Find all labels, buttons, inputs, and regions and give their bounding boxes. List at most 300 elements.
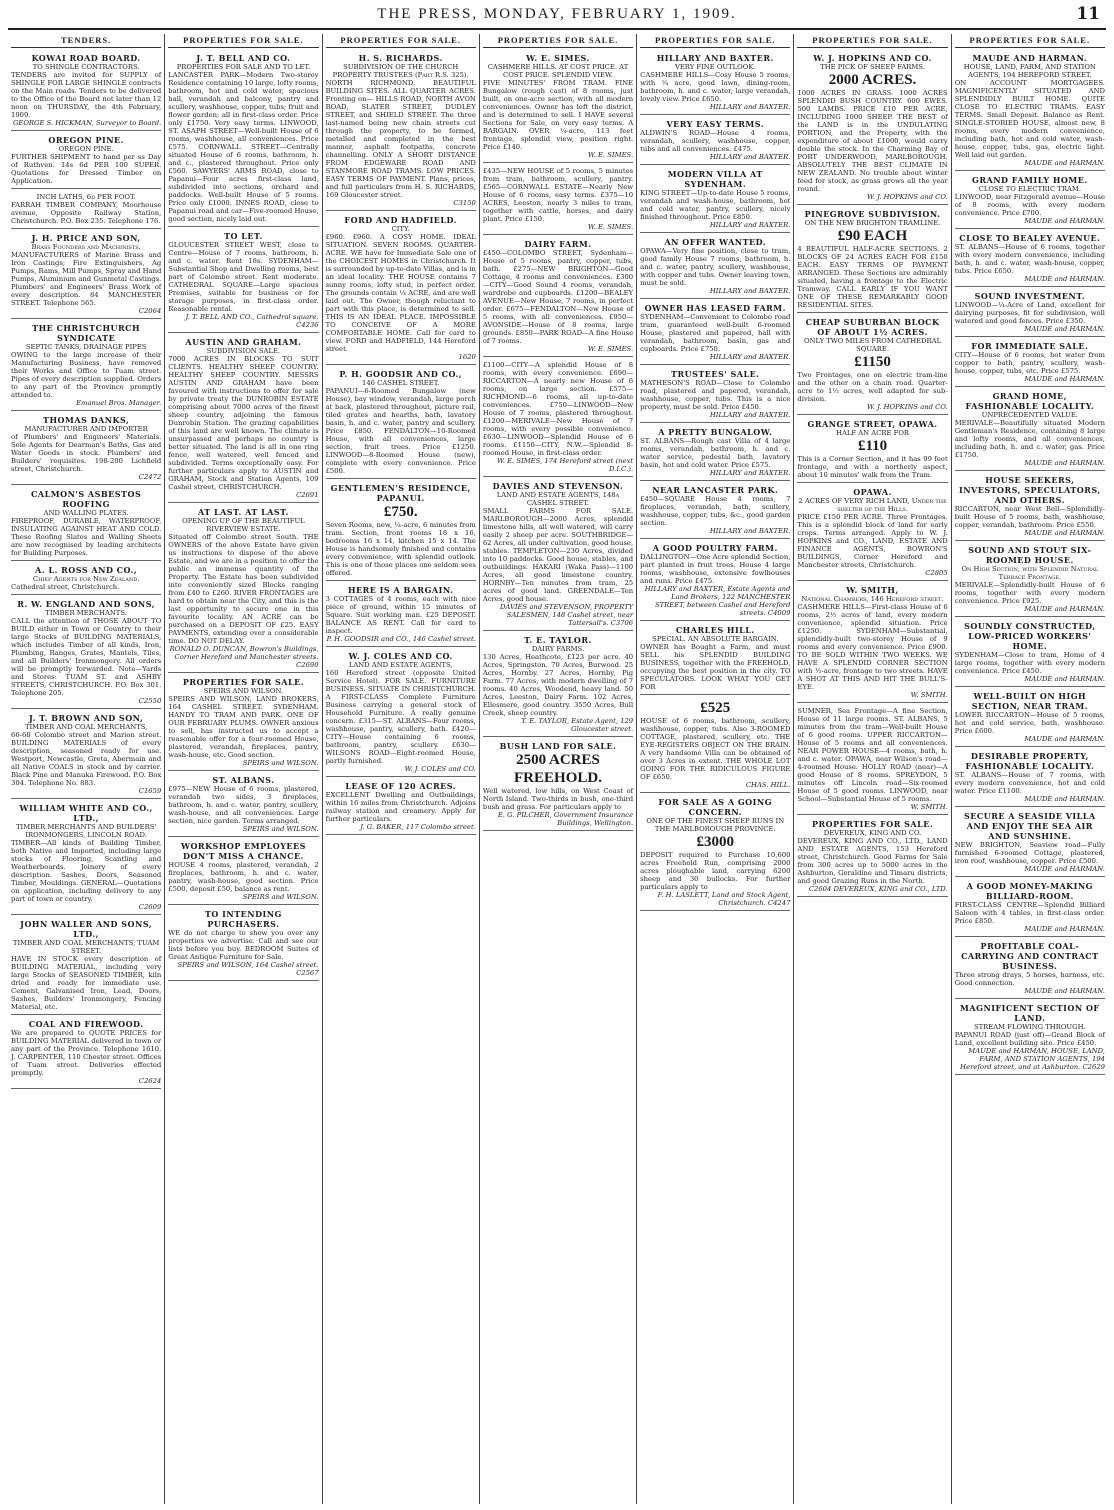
ad-body: MATHESON'S ROAD—Close to Colombo road, plastered and papered, verandah, washhouse, copper, tubs. This is a nice property, must be sold. Price £450. — [640, 379, 791, 411]
ad-signature: SPEIRS and WILSON. — [242, 825, 319, 833]
ad-title: PROPERTIES FOR SALE. — [182, 677, 305, 687]
ad-body: FIVE MINUTES' FROM TRAM. FINE Bungalow (rough cast) of 8 rooms, just built, on one-acre section, with all modern conveniences. Owner has left the district, and is determined to sell. I HAVE several Sections for Sale, on very easy terms. A BARGAIN. OVER ¼-acre, 113 feet frontage, splendid view, position right. Price £140. — [482, 79, 634, 151]
ad-subtitle: TIMBER MERCHANTS. — [45, 609, 127, 617]
advertisement — [483, 739, 633, 831]
advertisement — [797, 817, 947, 897]
ad-title: AUSTIN AND GRAHAM. — [185, 337, 302, 347]
ad-title: H. S. RICHARDS. — [358, 53, 443, 63]
advertisement — [11, 413, 161, 485]
ad-body: Cathedral street, Christchurch. — [11, 583, 120, 591]
advertisement — [955, 879, 1105, 937]
ad-body: Two Frontages, one on electric tram-line and the other on a chain road. Quarter-acre to 1½ acres, well adapted for sub-division. — [797, 371, 948, 403]
advertisement — [168, 505, 318, 673]
ad-body: DEPOSIT required to Purchase 10,600 acres Freehold Run, comprising 2000 acres ploughable land, carrying 6200 sheep and 30 bullocks. For further particulars apply to — [640, 851, 791, 891]
advertisement — [640, 425, 790, 481]
ad-subtitle: TIMBER AND COAL MERCHANTS, — [24, 723, 148, 731]
ad-signature: F. H. LASLETT, Land and Stock Agent, Christchurch. C4247 — [657, 891, 791, 907]
ad-body: We are prepared to QUOTE PRICES for BUILDING MATERIAL delivered in town or any part of the Province. Telephone 1610. J. CARPENTER, 110 Chester street. Offices of Tuam street. Deliveries effected promptly. — [11, 1029, 162, 1077]
ad-title: OPAWA. — [853, 487, 892, 497]
ad-signature: W. J. COLES and CO. — [404, 765, 476, 773]
ad-title: AT LAST. AT LAST. — [197, 507, 289, 517]
ad-subtitle: SPECIAL. AN ABSOLUTE BARGAIN. — [652, 635, 779, 643]
advertisement — [640, 117, 790, 165]
ad-title: PROFITABLE COAL-CARRYING AND CONTRACT BUSINESS. — [961, 941, 1099, 971]
advertisement — [955, 473, 1105, 541]
ad-body: LOWER RICCARTON—House of 5 rooms, hot and cold service, bath, washhouse. Price £600. — [954, 711, 1105, 735]
masthead-rule — [8, 28, 1106, 30]
ad-body: HAVE IN STOCK every description of BUILDING MATERIAL, including very large Stocks of SEASONED TIMBER, kiln dried and ready for immediate use. Cement, Galvanised Iron, Lead, Doors, Sashes, Builders' Ironmongery, Fencing Material, etc. — [11, 955, 162, 1011]
ad-title: J. T. BELL AND CO. — [196, 53, 291, 63]
ad-body: 7000 ACRES IN BLOCKS TO SUIT CLIENTS. HEALTHY SHEEP COUNTRY. HEALTHY SHEEP COUNTRY. MESSRS AUSTIN AND GRAHAM have been favoured with instructions to offer for sale by private treaty the DUNROBIN ESTATE comprising about 7000 acres of the finest sheep country, adjoining the famous Dunrobin Station. The grazing capabilities of this land are well known. The climate is unsurpassed and perhaps no country is better situated. The land is all in one ring fence, well watered, well fenced and subdivided. Terms exceptionally easy. For further particulars apply to AUSTIN and GRAHAM, Stock and Station Agents, 109 Cashel street, CHRISTCHURCH. — [168, 355, 319, 491]
ad-signature: DAVIES and STEVENSON, PROPERTY SALESMEN, 148 Cashel street, near Tattersall's. C3706 — [499, 603, 634, 627]
ad-signature: W. J. HOPKINS and CO. — [866, 403, 948, 411]
ad-signature: C3150 — [453, 199, 476, 207]
ad-body: SYDENHAM—Convenient to Colombo road tram, guaranteed well-built 6-roomed House, plastered and papered, hall with verandah, bathroom, basin, gas and cupboards. Price £750. — [640, 313, 791, 353]
ad-body: £1100—CITY—A splendid House of 8 rooms, with every convenience. £690—RICCARTON—A nearly new House of 6 rooms, on large section. £575—RICHMOND—6 rooms, all up-to-date conveniences. £750—LINWOOD—New House of 7 rooms, plastered throughout. £1200—MERIVALE—New House of 7 rooms, with every possible convenience. £630—LINWOOD—Splendid House of 6 rooms. £1150—CITY, N.W.—Splendid 8-roomed House, in first-class order. — [482, 361, 634, 457]
ad-title: CALMON'S ASBESTOS ROOFING — [31, 489, 142, 509]
ad-body: CASHMERE HILLS—First-class House of 6 rooms, 2½ acres of land, every modern convenience, splendid situation. Price £1250. SYDENHAM—Substantial, splendidly-built two-storey House of 9 rooms and every convenience. Price £900. TO BE SOLD WITHIN TWO WEEKS. WE HAVE A SPLENDID CORNER SECTION with ½-acre, frontage to two streets. HAVE A SHOT AT THIS AND HIT THE BULL'S-EYE. — [797, 603, 948, 691]
column-heading: PROPERTIES FOR SALE. — [640, 34, 790, 48]
ad-signature: W. E. SIMES. — [587, 223, 634, 231]
ad-title: HERE IS A BARGAIN. — [347, 585, 454, 595]
ad-title: CHEAP SUBURBAN BLOCK OF ABOUT 1½ ACRES. — [805, 317, 940, 337]
ad-signature: C2604 DEVEREUX, KING and CO., LTD. — [808, 885, 948, 893]
ad-title: A GOOD POULTRY FARM. — [652, 543, 778, 553]
ad-title: J. T. BROWN AND SON, — [29, 713, 144, 723]
ad-subtitle: CLOSE TO ELECTRIC TRAM. — [978, 185, 1081, 193]
ad-title: HOUSE SEEKERS, INVESTORS, SPECULATORS, AND OTHERS. — [958, 475, 1101, 505]
advertisement — [483, 479, 633, 631]
ad-title: W. J. HOPKINS AND CO. — [813, 53, 932, 63]
advertisement — [955, 749, 1105, 807]
ad-title: MAUDE AND HARMAN. — [972, 53, 1088, 63]
ad-subtitle: TO SHINGLE CONTRACTORS. — [32, 63, 140, 71]
column-heading: TENDERS. — [11, 34, 161, 48]
ad-body: HOUSE of 6 rooms, bathroom, scullery, washhouse, copper, tubs. Also 3-ROOMED COTTAGE, plastered, scullery, etc. THE EYE-REGISTERS OBJECT ON THE BRAIN. A very handsome Villa can be obtained of over 3 Acres in extent. THE WHOLE LOT GOING FOR THE RIDICULOUS FIGURE OF £650. — [640, 717, 791, 781]
page-number: 11 — [1076, 4, 1100, 24]
ad-body: PRICE £150 PER ACRE. Three Frontages. This is a splendid block of land for early crops. Terms arranged. Apply to W. J. HOPKINS and CO., LAND, ESTATE AND FINANCE AGENTS, BOWRON'S BUILDINGS, Corner Hereford and Manchester streets, Christchurch. — [797, 513, 948, 569]
ad-title: SOUND INVESTMENT. — [974, 291, 1085, 301]
ad-body: FARRAH TIMBER COMPANY, Moorhouse avenue, Opposite Railway Station, Christchurch. P.O. Box 235. Telephone 176. — [11, 201, 162, 225]
ad-subtitle: SUBDIVISION SALE. — [206, 347, 281, 355]
ad-subtitle: AND WALLING PLATES. — [43, 509, 129, 517]
column-heading: PROPERTIES FOR SALE. — [955, 34, 1105, 48]
ad-body: ST. ALBANS—House of 7 rooms, with every modern convenience, hot and cold water. Price £1100. — [954, 771, 1105, 795]
column-7 — [951, 34, 1108, 1504]
ad-title: W. SMITH, — [846, 585, 899, 595]
advertisement — [797, 315, 947, 415]
ad-body: HOUSE 4 rooms, plastered, verandah, 2 fireplaces, bathroom, h. and c. water, pantry, wash-house, good section. Price £500, deposit £50, balance as rent. — [168, 861, 319, 893]
ad-body: TIMBER—All kinds of Building Timber, both Native and Imported, including large stocks of Flooring, Scantling and Weatherboards. Joinery of every description. Sashes, Doors, Seasoned Timber, Mouldings. GENERAL—Quotations on application, including delivery to any part of town or country. — [11, 839, 162, 903]
ad-body: £960. £960. A COSY HOME. IDEAL SITUATION. SEVEN ROOMS. QUARTER-ACRE. WE have for Immediate Sale one of the CHOICEST HOMES in Christchurch. It is surrounded by up-to-date Villas, and is in an ideal locality. THE HOUSE contains 7 sunny rooms, lofty stud, in perfect order. The grounds contain ¼ ACRE, and are well laid out. The Owner, though reluctant to part with this place, is determined to sell. THIS IS AN IDEAL PLACE. IMPOSSIBLE TO CONCEIVE OF A MORE COMFORTABLE HOME. Call for card to view. FORD and HADFIELD, 144 Hereford street. — [325, 233, 476, 353]
advertisement — [955, 51, 1105, 171]
ad-title: MAGNIFICENT SECTION OF LAND. — [960, 1003, 1100, 1023]
ad-signature: HILLARY and BAXTER. — [709, 469, 791, 477]
advertisement — [640, 51, 790, 115]
ad-title: TO LET. — [224, 231, 263, 241]
ad-body: WE do not charge to show you over any properties we advertise. Call and see our lists before you buy. BEDROOM Suites of Great Antique Furniture for Sale. — [168, 929, 319, 961]
ad-subtitle: 146 CASHEL STREET. — [362, 379, 440, 387]
ad-body: RICCARTON, near West Bell—Splendidly-built House of 5 rooms, bath, washhouse, copper, verandah, bathroom. Price £550. — [954, 505, 1105, 529]
ad-title: BUSH LAND FOR SALE. — [499, 741, 617, 751]
ad-title: R. W. ENGLAND AND SONS, — [17, 599, 155, 609]
ad-subtitle: OPENING UP OF THE BEAUTIFUL RIVERVIEW ESTATE. — [182, 517, 305, 533]
advertisement — [11, 597, 161, 709]
ad-title: W. E. SIMES. — [526, 53, 590, 63]
advertisement — [168, 675, 318, 771]
ad-title: SECURE A SEASIDE VILLA AND ENJOY THE SEA AIR AND SUNSHINE. — [964, 811, 1096, 841]
ad-body: ON ACCOUNT MORTGAGEES. MAGNIFICENTLY SITUATED AND SPLENDIDLY BUILT HOME. QUITE CLOSE TO ELECTRIC TRAMS. EASY TERMS. Small Deposit. Balance as Rent. SINGLE-STORIED HOUSE, almost new, 8 rooms, every modern convenience, including bath, hot and cold water, wash-house, copper, tubs, gas, electric light. Well laid out garden. — [954, 79, 1105, 159]
column-3 — [322, 34, 479, 1504]
advertisement — [640, 795, 790, 911]
ad-subtitle: CASHMERE HILLS. AT COST PRICE. AT COST PRICE. SPLENDID VIEW. — [487, 63, 629, 79]
ad-body: SMALL FARMS FOR SALE. MARLBOROUGH—2000 Acres, splendid limestone hills, all well watered, will carry easily 2 sheep per acre. SOUTHBRIDGE—62 Acres, all under cultivation, good house, stables. TEMPLETON—230 Acres, divided into 10 paddocks. Good house, stables, and outbuildings. HAKARI (Waka Pass)—1100 Acres, all good limestone country. HORNBY—Ten minutes from tram, 25 acres of good land. GREENDALE—Ten Acres, good house. — [482, 507, 634, 603]
advertisement — [168, 839, 318, 905]
ad-signature: MAUDE and HARMAN. — [1024, 605, 1105, 613]
ad-price: £1150 — [854, 354, 891, 370]
ad-signature: C2472 — [138, 473, 162, 481]
masthead — [0, 0, 1114, 28]
advertisement — [483, 633, 633, 737]
advertisement — [640, 483, 790, 539]
ad-signature: MAUDE and HARMAN. — [1024, 925, 1105, 933]
ad-signature: J. G. BAKER, 117 Colombo street. — [360, 823, 476, 831]
ad-title: JOHN WALLER AND SONS, LTD., — [20, 919, 153, 939]
ad-signature: SPEIRS and WILSON. — [242, 893, 319, 901]
advertisement — [326, 779, 476, 835]
advertisement — [955, 809, 1105, 877]
advertisement — [797, 705, 947, 815]
ad-signature: E. G. PILCHER, Government Insurance Buildings, Wellington. — [497, 811, 634, 827]
ad-title: PROPERTIES FOR SALE. — [811, 819, 934, 829]
ad-price: £110 — [857, 438, 888, 454]
advertisement — [640, 697, 790, 793]
advertisement — [11, 51, 161, 131]
column-heading: PROPERTIES FOR SALE. — [483, 34, 633, 48]
advertisement — [640, 235, 790, 299]
ad-title: P. H. GOODSIR AND CO., — [339, 369, 463, 379]
ad-body: DALLINGTON—One Acre splendid Section, part planted in fruit trees. House 4 large rooms, washhouse, extensive fowlhouses and runs. Price £475. — [640, 553, 791, 585]
ad-body: £450—COLOMBO STREET, Sydenham—House of 5 rooms, pantry, copper, tubs, bath. £275—NEW BRIGHTON—Good Cottage, 4 rooms and conveniences. £300—CITY—Good Sound 4 rooms, verandah, wardrobe and cupboards. £1200—BEALEY AVENUE—New House, 7 rooms, in perfect order. £675—FENDALTON—New House of 5 rooms, with all conveniences. £950—AVONSIDE—House of 8 rooms, large grounds. £850—PARK ROAD—A fine House of 7 rooms. — [482, 249, 634, 345]
ad-subtitle: HOUSE, LAND, FARM, AND STATION AGENTS, 194 HEREFORD STREET. — [963, 63, 1096, 79]
ad-title: FOR IMMEDIATE SALE. — [971, 341, 1089, 351]
ad-subtitle: DAIRY FARMS. — [531, 645, 585, 653]
ad-subtitle: PROPERTIES FOR SALE AND TO LET. — [176, 63, 311, 71]
ad-body: £975—NEW House of 6 rooms, plastered, verandah two sides, 3 fireplaces, bathroom, h. and c. water, pantry, scullery, wash-house, and all conveniences. Large section, nice garden. Terms arranged. — [168, 785, 319, 825]
ad-subtitle: National Chambers, 146 Hereford street. — [801, 595, 944, 603]
ad-signature: C2624 — [138, 1077, 162, 1085]
ad-subtitle: ON THE NEW BRIGHTON TRAMLINE. — [804, 219, 941, 227]
ad-body: MERIVALE—Beautifully situated Modern Gentleman's Residence, containing 8 large and lofty rooms, and all conveniences, including bath, h. and c. water, gas. Price £1750. — [954, 419, 1105, 459]
ad-title: TO INTENDING PURCHASERS. — [204, 909, 282, 929]
ad-title: HILLARY AND BAXTER. — [656, 53, 774, 63]
ad-title: DESIRABLE PROPERTY, FASHIONABLE LOCALITY. — [965, 751, 1095, 771]
advertisement — [640, 367, 790, 423]
ad-signature: C2691 — [296, 491, 319, 499]
advertisement — [11, 917, 161, 1015]
advertisement — [955, 231, 1105, 287]
ad-signature: CHAS. HILL. — [745, 781, 791, 789]
ad-body: KING STREET—Up-to-date House 5 rooms, verandah and wash-house, bathroom, hot and cold water, pantry, scullery, nicely finished throughout. Price £850. — [640, 189, 791, 221]
column-2 — [164, 34, 321, 1504]
advertisement — [797, 583, 947, 703]
ad-body: OPAWA—Very fine position, close to tram, good family House 7 rooms, bathroom, h. and c. water, pantry, scullery, washhouse, with copper and tubs. Owner leaving town, must be sold. — [640, 247, 791, 287]
advertisement — [483, 359, 633, 477]
advertisement — [11, 563, 161, 595]
ad-signature: HILLARY and BAXTER, Estate Agents and Land Brokers, 122 MANCHESTER STREET, between Cashel and Hereford streets. C4009 — [644, 585, 791, 617]
column-1 — [8, 34, 164, 1504]
ad-body: This is a Corner Section, and it has 99 feet frontage, and with a northerly aspect, about 10 minutes' walk from the Tram. — [797, 455, 948, 479]
advertisement — [483, 51, 633, 163]
ad-signature: C1659 — [138, 787, 162, 795]
ad-signature: 1620 — [458, 353, 476, 361]
advertisement — [326, 583, 476, 647]
advertisement — [955, 543, 1105, 617]
advertisement — [11, 801, 161, 915]
ad-signature: MAUDE and HARMAN. — [1024, 217, 1105, 225]
ad-body: FIRST-CLASS CENTRE—Splendid Billiard Saloon with 4 tables, in first-class order. Price £850. — [954, 901, 1105, 925]
ad-subtitle: LAND AND ESTATE AGENTS, 148a CASHEL STREET. — [496, 491, 620, 507]
ad-signature: MAUDE and HARMAN. — [1024, 275, 1105, 283]
ad-title: CHARLES HILL. — [675, 625, 755, 635]
column-heading: PROPERTIES FOR SALE. — [797, 34, 947, 48]
ad-body: OWNER has Bought a Farm, and must SELL his SPLENDID BUILDING BUSINESS, together with the FREEHOLD, occupying the best position in the city. TO SPECULATORS. LOOK WHAT YOU GET FOR — [640, 643, 791, 691]
ad-signature: C2609 — [138, 903, 162, 911]
ad-title: J. H. PRICE AND SON, — [31, 233, 141, 243]
ad-signature: MAUDE and HARMAN. — [1024, 987, 1105, 995]
ad-signature: HILLARY and BAXTER. — [709, 527, 791, 535]
ad-body: LANCASTER PARK—Modern Two-storey Residence containing 10 large, lofty rooms, bathroom, hot and cold water, spacious hall, verandah and balcony, pantry and scullery, washhouse, copper, tubs; fruit and flower garden; all in first-class order. Price only £1750. Very easy terms. LINWOOD, ST. ASAPH STREET—Well-built House of 6 rooms, washhouse, all conveniences. Price £575. CORNWALL STREET—Centrally situated House of 6 rooms, bathroom, h. and c., plastered throughout. Price only £560. SAWYERS' ARMS ROAD, close to Papanui—Four acres first-class land, subdivided into sections, orchard and paddocks. Well-built House of 5 rooms. Price only £1000. INNES ROAD, close to Papanui road and car—Five-roomed House, good section, nicely laid out. — [168, 71, 319, 223]
advertisement — [11, 321, 161, 411]
ad-body: DEVEREUX, KING AND CO., LTD., LAND AND ESTATE AGENTS, 153 Hereford street, Christchurch. Good Farms for Sale from 300 acres up to 5000 acres in the Ashburton, Geraldine and Timaru districts, and good Grazing Runs in the North. — [797, 837, 948, 885]
ad-signature: C2550 — [138, 697, 162, 705]
ad-title: PINEGROVE SUBDIVISION. — [804, 209, 941, 219]
advertisement — [797, 417, 947, 483]
ad-signature: HILLARY and BAXTER. — [709, 103, 791, 111]
advertisement — [11, 133, 161, 189]
ad-signature: MAUDE and HARMAN. — [1024, 675, 1105, 683]
ad-body: 160 Hereford street (opposite United Service Hotel). FOR SALE. FURNITURE BUSINESS. SITUATE IN CHRISTCHURCH. A FIRST-CLASS Complete Furniture Business carrying a general stock of Household Furniture. A really genuine concern. £315—ST. ALBANS—Four rooms, washhouse, pantry, scullery, bath. £420—CITY—House containing 6 rooms, bathroom, pantry, scullery. £630—WILSONS ROAD—Eight-roomed House, partly furnished. — [325, 669, 476, 765]
ad-body: MANUFACTURERS of Marine Brass and Iron Castings; Fire Extinguishers, Ag Pumps, Rams, Mill Pumps, Spray and Hand Pumps, Aluminium and Gunmetal Castings. Plumbers' and Engineers' Brass Work of every description. 84 MANCHESTER STREET. Telephone 565. — [11, 251, 162, 307]
ad-body: Situated off Colombo street South. THE OWNERS of the above Estate have given us instructions to dispose of the above Estate, and we are in a position to offer the public an immense quantity of the Property. The Estate has been subdivided into conveniently sized Blocks ranging from £40 to £260. RIVER FRONTAGES are hard to obtain near the City, and this is the last opportunity to secure one in this favourite locality. AN ACRE can be purchased on a DEPOSIT OF £25. EASY PAYMENTS, extending over a considerable time. DO NOT DELAY. — [168, 533, 319, 645]
advertisement — [11, 1017, 161, 1089]
ad-title: OWNER HAS LEASED FARM. — [644, 303, 786, 313]
ad-signature: W. E. SIMES. — [587, 151, 634, 159]
ad-title: FOR SALE AS A GOING CONCERN. — [658, 797, 773, 817]
ad-signature: J. T. BELL AND CO., Cathedral square. C4236 — [185, 313, 319, 329]
ad-body: 130 Acres, Heathcote, £123 per acre. 40 Acres, Springston. 70 Acres, Burwood. 25 Acres, Hornby. 27 Acres, Hornby, Pig Farm. 77 Acres, with modern dwelling of 7 rooms. 40 Acres, Woodend, heavy land. 50 Acres, Leeston, Dairy Farm. 102 Acres, Ellesmere, good country. 3550 Acres, Bull Creek, sheep country. — [482, 653, 634, 717]
ad-body: £450—SQUARE House 4 rooms, 7 fireplaces, verandah, bath, scullery, washhouse, copper, tubs, &c., good garden section. — [640, 495, 791, 527]
ad-price: £90 EACH — [837, 228, 908, 244]
ad-body: LINWOOD—¼-Acre of Land, excellent for dairying purposes, fit for subdivision, well watered and good fences. Price £350. — [954, 301, 1105, 325]
advertisement — [326, 367, 476, 479]
advertisement — [955, 689, 1105, 747]
advertisement — [955, 173, 1105, 229]
ad-signature: HILLARY and BAXTER. — [709, 353, 791, 361]
advertisement — [326, 213, 476, 365]
ad-subtitle: CITY. — [391, 225, 410, 233]
column-4 — [479, 34, 636, 1504]
ad-subtitle: ONLY TWO MILES FROM CATHEDRAL SQUARE. — [803, 337, 942, 353]
ad-signature: W. SMITH. — [910, 691, 948, 699]
advertisement — [955, 939, 1105, 999]
ad-title: WILLIAM WHITE AND CO., LTD., — [19, 803, 153, 823]
advertisement — [640, 301, 790, 365]
advertisement — [797, 51, 947, 205]
ad-signature: RONALD O. DUNCAN, Bowron's Buildings, Corner Hereford and Manchester streets. C2690 — [169, 645, 319, 669]
ad-body: GLOUCESTER STREET WEST, close to Centre—House of 7 rooms, bathroom, h. and c. water. Rent 18s. SYDENHAM—Substantial Shop and Dwelling rooms, best part of Colombo street. Rent moderate. CATHEDRAL SQUARE—Large spacious Premises, suitable for business or for storage purposes, in first-class order. Reasonable rental. — [168, 241, 319, 313]
newspaper-title: THE PRESS, MONDAY, FEBRUARY 1, 1909. — [377, 6, 737, 22]
ad-body: SYDENHAM—Close to tram, Home of 4 large rooms, together with every modern convenience. Price £450. — [954, 651, 1105, 675]
ad-signature: HILLARY and BAXTER. — [709, 411, 791, 419]
ad-body: ST. ALBANS—House of 6 rooms, together with every modern convenience, including bath, h. and c. water, wash-house, copper, tubs. Price £650. — [954, 243, 1105, 275]
ad-subtitle: INCH LATHS, 6d PER FOOT. — [36, 193, 136, 201]
ad-subtitle: THE PICK OF SHEEP FARMS. — [820, 63, 925, 71]
ad-title: DAIRY FARM. — [524, 239, 592, 249]
ad-title: GRAND FAMILY HOME. — [972, 175, 1088, 185]
advertisement — [483, 165, 633, 235]
ad-subtitle: ONE OF THE FINEST SHEEP RUNS IN THE MARLBOROUGH PROVINCE. — [646, 817, 785, 833]
advertisement — [640, 623, 790, 695]
ad-body: MERIVALE—Splendidly-built House of 6 rooms, together with every modern convenience. Price £925. — [954, 581, 1105, 605]
advertisement — [640, 541, 790, 621]
ad-subtitle: OREGON PINE. — [58, 145, 114, 153]
ad-title: WORKSHOP EMPLOYEES DON'T MISS A CHANCE. — [180, 841, 306, 861]
ad-body: ST. ALBANS—Rough cast Villa of 4 large rooms, verandah, bathroom, h. and c. water service, pedestal bath, lavatory basin, hot and cold water. Price £575. — [640, 437, 791, 469]
advertisement — [955, 619, 1105, 687]
ad-title: CLOSE TO BEALEY AVENUE. — [959, 233, 1101, 243]
advertisement — [955, 389, 1105, 471]
ad-body: NORTH RICHMOND. BEAUTIFUL BUILDING SITES. ALL QUARTER ACRES. Fronting on— HILLS ROAD, NORTH AVON ROAD, SLATER STREET, DUDLEY STREET, and SHIELD STREET. The three last-named being new chain streets cut through the property, to be formed, metalled and completed in the best manner, asphalt footpaths, concrete channelling. ONLY A SHORT DISTANCE FROM EDGEWARE ROAD AND STANMORE ROAD TRAMS. LOW PRICES. EASY TERMS OF PAYMENT. Plans, prices, and full particulars from H. S. RICHARDS, 169 Gloucester street. — [325, 79, 476, 199]
ad-subtitle: TIMBER AND COAL MERCHANTS, TUAM STREET. — [12, 939, 160, 955]
ad-title: MODERN VILLA AT SYDENHAM. — [667, 169, 763, 189]
ad-subtitle: SUBDIVISION OF THE CHURCH PROPERTY TRUSTEES (Part R.S. 325). — [332, 63, 469, 79]
advertisement — [168, 51, 318, 227]
ad-title: ST. ALBANS. — [212, 775, 275, 785]
ad-signature: SPEIRS and WILSON, 164 Cashel street. C2567 — [177, 961, 319, 977]
ad-price: £525 — [700, 700, 731, 716]
ad-title: VERY EASY TERMS. — [666, 119, 765, 129]
advertisement — [168, 773, 318, 837]
ad-title: TRUSTEES' SALE. — [671, 369, 760, 379]
ad-subtitle: VERY FINE OUTLOOK. — [674, 63, 756, 71]
ad-title: W. J. COLES AND CO. — [348, 651, 453, 661]
column-heading: PROPERTIES FOR SALE. — [168, 34, 318, 48]
ad-subtitle: TIMBER MERCHANTS AND BUILDERS' IRONMONGERS, LINCOLN ROAD. — [16, 823, 157, 839]
ad-title: NEAR LANCASTER PARK. — [652, 485, 779, 495]
ad-signature: MAUDE and HARMAN. — [1024, 325, 1105, 333]
ad-signature: W. E. SIMES. — [587, 345, 634, 353]
ad-body: 1000 ACRES IN GRASS. 1000 ACRES SPLENDID BUSH COUNTRY. 600 EWES. 500 LAMBS. PRICE £10 PER ACRE, INCLUDING 1000 SHEEP. THE BEST of the LAND is in the UNDULATING PORTION, and the Property, with the expenditure of about £1000, would carry double the stock. In the Charming Bay of PORT UNDERWOOD, MARLBOROUGH. ABSOLUTELY THE BEST CLIMATE IN NEW ZEALAND. No trouble about winter feed for stock, as grass grows all the year round. — [797, 89, 948, 193]
ad-signature: Emanuel Bros. Manager. — [76, 399, 162, 407]
ad-signature: HILLARY and BAXTER. — [709, 221, 791, 229]
ad-subtitle: Brass Founders and Machinists. — [31, 243, 141, 251]
ad-title: THE CHRISTCHURCH SYNDICATE — [32, 323, 141, 343]
ad-signature: W. E. SIMES, 174 Hereford street (next D.I.C.). — [496, 457, 634, 473]
ad-signature: C2805 — [925, 569, 948, 577]
advertisement — [640, 167, 790, 233]
ad-body: ALDWIN'S ROAD—House 4 rooms, verandah, scullery, washhouse, copper, tubs and all conveniences. £475. — [640, 129, 791, 153]
ad-title: LEASE OF 120 ACRES. — [345, 781, 456, 791]
ad-title: DAVIES AND STEVENSON. — [492, 481, 624, 491]
advertisement — [955, 339, 1105, 387]
ad-body: SUMNER, Sea Frontage—A fine Section, House of 11 large rooms. ST. ALBANS, 5 minutes from the tram—Well-built House of 6 good rooms. UPPER RICCARTON—House of 5 rooms and all conveniences. NEAR POWER HOUSE—4 rooms, bath, h. and c. water. OPAWA, near Wilson's road—4-roomed House. HOLLY ROAD (near)—A good House of 8 rooms. SPREYDON, 5 minutes off Lincoln road—Six-roomed House of 5 good rooms. LINWOOD, near School—Substantial House of 5 rooms. — [797, 707, 948, 803]
advertisement — [11, 231, 161, 319]
ad-signature: MAUDE and HARMAN. — [1024, 375, 1105, 383]
ad-signature: W. J. HOPKINS and CO. — [866, 193, 948, 201]
ad-signature: HILLARY and BAXTER. — [709, 153, 791, 161]
ad-body: LINWOOD, near Fitzgerald avenue—House of 8 rooms, with every modern convenience. Price £700. — [954, 193, 1105, 217]
ad-body: CASHMERE HILLS—Cosy House 5 rooms, with ¼ acre, good lawn, dining-room, bathroom, h. and c. water, large verandah, lovely view. Price £650. — [640, 71, 791, 103]
column-6 — [793, 34, 950, 1504]
advertisement — [168, 907, 318, 981]
newspaper-columns — [8, 34, 1108, 1504]
ad-signature: MAUDE and HARMAN. — [1024, 795, 1105, 803]
ad-subtitle: Chief Agents for New Zealand. — [32, 575, 140, 583]
ad-signature: C2064 — [138, 307, 162, 315]
ad-title: AN OFFER WANTED. — [664, 237, 767, 247]
ad-subtitle: LAND AND ESTATE AGENTS, — [348, 661, 453, 669]
ad-body: Well watered, low hills, on West Coast of North Island. Two-thirds in bush, one-third bush and grass. For particulars apply to — [482, 787, 634, 811]
ad-body: of Plumbers' and Engineers' Materials. Sole Agents for Dearman's Baths, Gas and Water Goods in stock. Plumbers' and Builders' requisites. 198-200 Lichfield street, Christchurch. — [11, 433, 162, 473]
ad-title: SOUND AND STOUT SIX-ROOMED HOUSE. — [968, 545, 1092, 565]
ad-signature: HILLARY and BAXTER. — [709, 287, 791, 295]
ad-body: CITY—House of 6 rooms, hot water from copper to bath, pantry, scullery, wash-house, copper, tubs, etc. Price £575. — [954, 351, 1105, 375]
advertisement — [168, 335, 318, 503]
ad-signature: MAUDE and HARMAN. — [1024, 865, 1105, 873]
advertisement — [326, 649, 476, 777]
ad-signature: MAUDE and HARMAN, HOUSE, LAND, FARM, AND STATION AGENTS, 194 Hereford street, and at Ashburton. C2629 — [960, 1047, 1105, 1071]
ad-title: OREGON PINE. — [48, 135, 124, 145]
ad-body: OWING to the large increase of their Manufacturing Business, have removed their Works and Office to Tuam street. Pipes of every description supplied. Orders to any part of the Province promptly attended to. — [11, 351, 162, 399]
ad-signature: MAUDE and HARMAN. — [1024, 529, 1105, 537]
advertisement — [955, 289, 1105, 337]
ad-signature: W. SMITH. — [910, 803, 948, 811]
advertisement — [483, 237, 633, 357]
ad-title: A. L. ROSS AND CO., — [35, 565, 138, 575]
ad-price: 2000 ACRES. — [828, 72, 917, 88]
ad-title: KOWAI ROAD BOARD. — [31, 53, 141, 63]
column-5 — [636, 34, 793, 1504]
advertisement — [326, 51, 476, 211]
ad-body: FIREPROOF, DURABLE, WATERPROOF, INSULATING AGAINST HEAT AND COLD. These Roofing Slates and Walling Sheets are now recognised by leading architects for Building Purposes. — [11, 517, 162, 557]
ad-body: Three strong drays, 5 horses, harness, etc. Good connection. — [954, 971, 1105, 987]
advertisement — [955, 1001, 1105, 1075]
ad-subtitle: SEPTIC TANKS, DRAINAGE PIPES — [25, 343, 147, 351]
ad-subtitle: MANUFACTURER AND IMPORTER — [24, 425, 148, 433]
ad-body: 3 COTTAGES of 4 rooms, each with nice piece of ground, within 15 minutes of Square. Suit working man. £25 DEPOSIT. BALANCE AS RENT. Call for card to inspect. — [325, 595, 476, 635]
ad-signature: T. E. TAYLOR, Estate Agent, 129 Gloucester street. — [521, 717, 634, 733]
ad-subtitle: SPEIRS AND WILSON. — [203, 687, 284, 695]
advertisement — [797, 485, 947, 581]
ad-signature: GEORGE S. HICKMAN, Surveyor to Board. — [12, 119, 162, 127]
advertisement — [168, 229, 318, 333]
column-heading: PROPERTIES FOR SALE. — [326, 34, 476, 48]
ad-signature: MAUDE and HARMAN. — [1024, 459, 1105, 467]
ad-title: FORD AND HADFIELD. — [344, 215, 457, 225]
advertisement — [797, 207, 947, 313]
ad-title: A GOOD MONEY-MAKING BILLIARD-ROOM. — [966, 881, 1093, 901]
ad-title: A PRETTY BUNGALOW. — [658, 427, 773, 437]
ad-price: 2500 ACRES FREEHOLD. — [514, 752, 602, 786]
ad-title: THOMAS DANKS, — [42, 415, 130, 425]
ad-body: Seven Rooms, new, ¼-acre, 6 minutes from tram. Section, front rooms 18 x 16, bedrooms 16 x 14, kitchen 15 x 14. The House is handsomely finished and contains every convenience, with splendid outlook. This is one of those places one seldom sees offered. — [325, 521, 476, 577]
advertisement — [326, 481, 476, 581]
ad-body: PAPANUI—6-Roomed Bungalow (new House), bay window, verandah, large porch at back, plastered throughout, picture rail, tiled grates and hearths, bath, lavatory basin, h. and c. water, pantry and scullery. Price £850. FENDALTON—10-Roomed House, with all conveniences, large section, fruit trees. Price £1250. LINWOOD—8-Roomed House (new), complete with every convenience. Price £500. — [325, 387, 476, 475]
ad-signature: P. H. GOODSIR and CO., 146 Cashel street. — [326, 635, 476, 643]
advertisement — [11, 191, 161, 229]
ad-title: GRANGE STREET, OPAWA. — [807, 419, 938, 429]
